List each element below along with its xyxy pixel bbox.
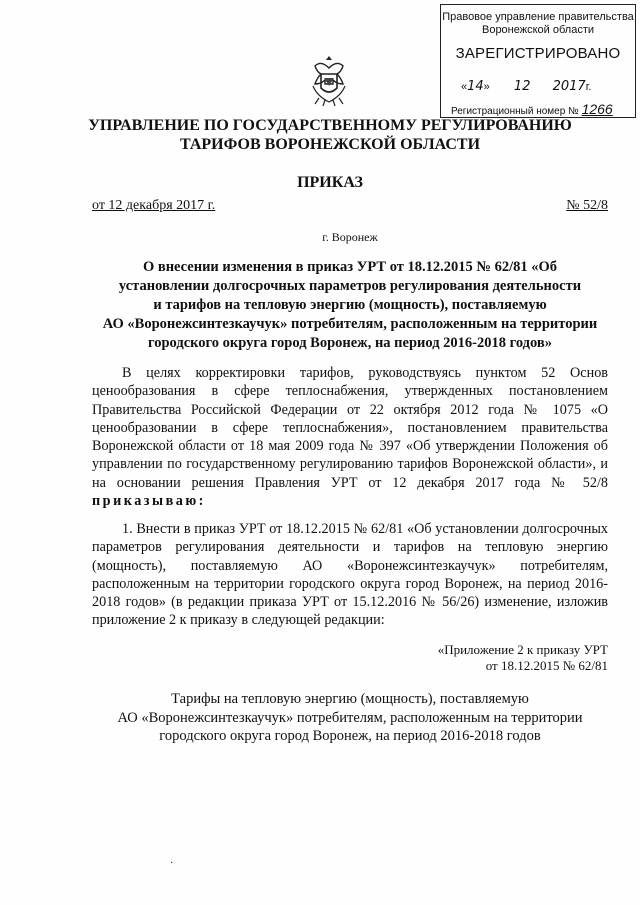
subject-line4: АО «Воронежсинтезкаучук» потребителям, расположенным на территории <box>102 316 598 332</box>
tariff-title-line1: Тарифы на тепловую энергию (мощность), поставляемую <box>171 691 529 707</box>
tariff-title-line2: АО «Воронежсинтезкаучук» потребителям, расположенным на территории <box>117 709 583 726</box>
stamp-reg-value: 1266 <box>581 101 613 117</box>
order-subject <box>92 258 608 353</box>
appendix-ref-line1: «Приложение 2 к приказу УРТ <box>437 642 608 657</box>
scan-speck: · <box>170 858 174 869</box>
tariff-title-line3: городского округа город Воронеж, на период 2016-2018 годов <box>159 728 541 744</box>
stamp-month: 12 <box>513 79 531 94</box>
stamp-registered: ЗАРЕГИСТРИРОВАНО <box>455 45 621 62</box>
appendix-reference <box>380 642 608 674</box>
subject-line1: О внесении изменения в приказ УРТ от 18.12.2015 № 62/81 «Об <box>142 259 558 275</box>
item-1-paragraph: 1. Внести в приказ УРТ от 18.12.2015 № 62/81 «Об установлении долгосрочных параметров регулирования деятельности и тарифов на тепловую энергию (мощность), поставляемую АО «Воронежсинтезкаучук» потребителям, расположенным на территории городского округа город Воронеж, на период 2016-2018 годов» (в редакции приказа УРТ от 15.12.2016 № 56/26) изменение, изложив приложение 2 к приказу в следующей редакции: <box>92 521 608 629</box>
subject-line5: городского округа город Воронеж, на период 2016-2018 годов» <box>147 335 552 351</box>
tariff-table-title <box>92 690 608 746</box>
order-date: от 12 декабря 2017 г. <box>92 198 216 213</box>
stamp-day: 14 <box>467 79 484 94</box>
stamp-date: «14» 12 2017г. <box>461 79 592 94</box>
subject-line2: установлении долгосрочных параметров регулирования деятельности <box>118 278 582 294</box>
preamble-paragraph <box>92 364 608 510</box>
order-word: приказываю: <box>92 493 206 510</box>
city-label: г. Воронеж <box>322 230 378 244</box>
ministry-line2: ТАРИФОВ ВОРОНЕЖСКОЙ ОБЛАСТИ <box>179 136 481 153</box>
stamp-org-line1: Правовое управление правительства <box>442 11 634 23</box>
order-number: № 52/8 <box>566 198 608 213</box>
ministry-title <box>80 116 580 154</box>
appendix-ref-line2: от 18.12.2015 № 62/81 <box>485 658 608 673</box>
subject-line3: и тарифов на тепловую энергию (мощность), поставляемую <box>153 297 547 313</box>
stamp-year: 2017 <box>552 79 586 94</box>
doc-type-heading: ПРИКАЗ <box>297 174 363 191</box>
stamp-org-line2: Воронежской области <box>481 24 594 36</box>
stamp-reg-number <box>451 101 613 117</box>
stamp-reg-label: Регистрационный номер № <box>451 106 579 117</box>
registration-stamp <box>440 4 636 118</box>
stamp-organization <box>441 11 635 37</box>
ministry-line1: УПРАВЛЕНИЕ ПО ГОСУДАРСТВЕННОМУ РЕГУЛИРОВАНИЮ <box>88 117 572 134</box>
coat-of-arms-icon <box>307 52 351 108</box>
preamble-text: В целях корректировки тарифов, руководствуясь пунктом 52 Основ ценообразования в сфере теплоснабжения, утвержденных постановлением Правительства Российской Федерации от 22 октября 2012 года № 1075 «О ценообразовании в сфере теплоснабжения», постановлением правительства Воронежской области от 18 мая 2009 года № 397 «Об утверждении Положения об управлении по государственному регулированию тарифов Воронежской области», и на основании решения Правления УРТ от 12 декабря 2017 года № 52/8 <box>92 365 608 491</box>
